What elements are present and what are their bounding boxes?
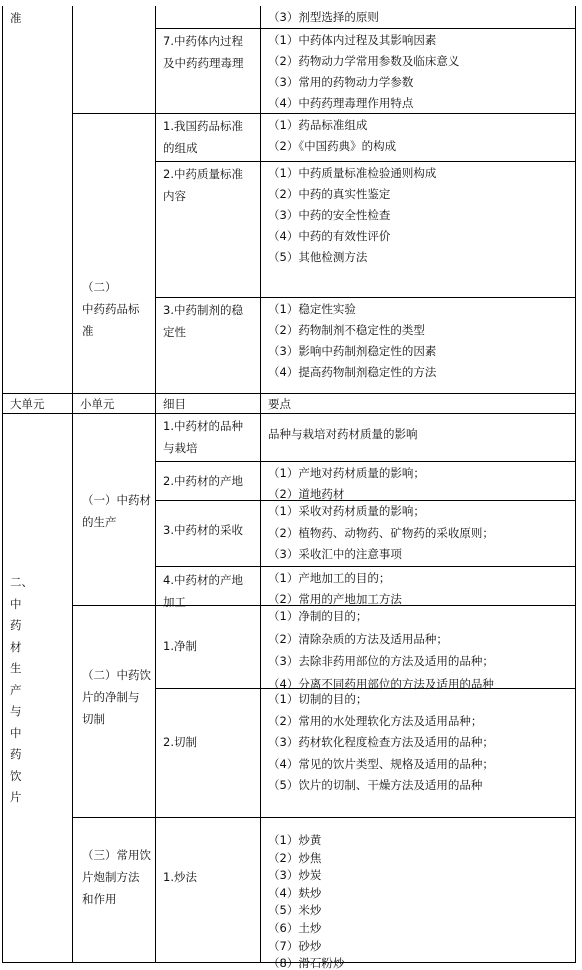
item-title: 及中药药理毒理 bbox=[163, 56, 244, 70]
point-text: （4）常见的饮片类型、规格及适用的品种； bbox=[268, 756, 494, 771]
table-rule bbox=[2, 413, 576, 414]
header-subunit: 小单元 bbox=[80, 397, 115, 411]
item-title: 1.炒法 bbox=[163, 870, 197, 884]
subunit-label: 片炮制方法 bbox=[82, 870, 140, 884]
point-text: （6）土炒 bbox=[268, 921, 322, 935]
item-title: 4.中药材的产地 bbox=[163, 573, 243, 587]
subunit-label: （二） bbox=[82, 280, 117, 294]
table-rule bbox=[2, 6, 3, 963]
table-rule bbox=[155, 461, 576, 462]
point-text: （8）滑石粉炒 bbox=[268, 956, 345, 970]
item-title: 内容 bbox=[163, 189, 186, 203]
header-point: 要点 bbox=[268, 397, 291, 411]
point-text: （3）去除非药用部位的方法及适用的品种； bbox=[268, 654, 494, 668]
point-text: （2）中药的真实性鉴定 bbox=[268, 187, 391, 201]
point-text: （4）麸炒 bbox=[268, 885, 322, 900]
table-rule bbox=[72, 817, 576, 818]
subunit-label: 和作用 bbox=[82, 892, 117, 906]
point-text: （1）净制的目的； bbox=[268, 609, 368, 623]
point-text: （1）采收对药材质量的影响； bbox=[268, 504, 425, 518]
point-text: （1）稳定性实验 bbox=[268, 302, 356, 316]
point-text: （2）炒焦 bbox=[268, 850, 322, 865]
item-title: 加工 bbox=[163, 595, 186, 609]
item-title: 定性 bbox=[163, 325, 186, 339]
table-rule bbox=[2, 393, 576, 394]
point-text: （2）常用的产地加工方法 bbox=[268, 592, 402, 606]
point-text: （3）炒炭 bbox=[268, 868, 322, 883]
unit-label: 二、 bbox=[10, 575, 33, 589]
unit-label: 药 bbox=[10, 618, 22, 632]
item-title: 2.切制 bbox=[163, 735, 197, 749]
table-rule bbox=[155, 500, 576, 501]
point-text: （1）产地加工的目的； bbox=[268, 571, 391, 585]
point-text: （2）药物动力学常用参数及临床意义 bbox=[268, 54, 460, 68]
table-rule bbox=[155, 566, 576, 567]
unit-label: 生 bbox=[10, 661, 22, 675]
table-rule bbox=[72, 113, 576, 114]
item-title: 2.中药材的产地 bbox=[163, 474, 243, 488]
table-rule bbox=[72, 6, 73, 963]
point-text: （1）中药体内过程及其影响因素 bbox=[268, 33, 437, 47]
point-text: （2）道地药材 bbox=[268, 487, 345, 501]
point-text: （1）炒黄 bbox=[268, 833, 322, 847]
table-rule bbox=[260, 6, 261, 963]
table-rule bbox=[575, 6, 576, 963]
point-text: （1）中药质量标准检验通则构成 bbox=[268, 166, 437, 180]
unit-label: 产 bbox=[10, 682, 22, 697]
item-title: 1.中药材的品种 bbox=[163, 419, 243, 433]
unit-label: 中 bbox=[10, 596, 22, 611]
point-text: （4）中药的有效性评价 bbox=[268, 229, 391, 243]
item-title: 3.中药制剂的稳 bbox=[163, 303, 243, 317]
unit-label: 中 bbox=[10, 725, 22, 740]
point-text: （2）常用的水处理软化方法及适用品种； bbox=[268, 713, 483, 728]
subunit-label: 中药药品标 bbox=[82, 302, 140, 316]
point-text: （4）提高药物制剂稳定性的方法 bbox=[268, 365, 437, 379]
point-text: （3）常用的药物动力学参数 bbox=[268, 75, 414, 89]
subunit-label: （三）常用饮 bbox=[82, 848, 151, 862]
point-text: （4）中药药理毒理作用特点 bbox=[268, 96, 414, 110]
header-item: 细目 bbox=[163, 397, 186, 411]
item-title: 3.中药材的采收 bbox=[163, 523, 243, 537]
subunit-label: （一）中药材 bbox=[82, 493, 151, 507]
header-unit: 大单元 bbox=[10, 397, 45, 411]
point-text: （1）产地对药材质量的影响； bbox=[268, 466, 425, 480]
table-rule bbox=[155, 28, 576, 29]
unit-label: 饮 bbox=[10, 768, 22, 783]
point-text: （2）药物制剂不稳定性的类型 bbox=[268, 323, 425, 337]
point-text: （2）《中国药典》的构成 bbox=[268, 139, 397, 153]
subunit-label: 的生产 bbox=[82, 515, 117, 529]
item-title: 与栽培 bbox=[163, 441, 198, 455]
point-text: （3）影响中药制剂稳定性的因素 bbox=[268, 344, 437, 358]
subunit-label: 切制 bbox=[82, 712, 105, 726]
item-title: 的组成 bbox=[163, 141, 198, 155]
point-text: （3）药材软化程度检查方法及适用的品种； bbox=[268, 735, 494, 749]
point-text: （7）砂炒 bbox=[268, 938, 322, 953]
point-text: 品种与栽培对药材质量的影响 bbox=[268, 427, 418, 441]
point-text: （3）剂型选择的原则 bbox=[268, 10, 379, 24]
table-rule bbox=[155, 161, 576, 162]
unit-label: 材 bbox=[10, 639, 22, 654]
table-rule bbox=[155, 297, 576, 298]
subunit-label: （二）中药饮 bbox=[82, 668, 151, 682]
item-title: 1.我国药品标准 bbox=[163, 119, 243, 133]
subunit-label: 准 bbox=[82, 324, 94, 338]
item-title: 1.净制 bbox=[163, 639, 197, 653]
unit-label: 片 bbox=[10, 790, 22, 804]
item-title: 2.中药质量标准 bbox=[163, 167, 243, 181]
point-text: （4）分离不同药用部位的方法及适用的品种 bbox=[268, 676, 494, 691]
point-text: （5）米炒 bbox=[268, 903, 322, 918]
point-text: （3）中药的安全性检查 bbox=[268, 208, 391, 222]
point-text: （2）清除杂质的方法及适用品种； bbox=[268, 631, 448, 646]
item-title: 7.中药体内过程 bbox=[163, 34, 243, 48]
subunit-label: 片的净制与 bbox=[82, 690, 140, 704]
point-text: （5）其他检测方法 bbox=[268, 250, 368, 264]
point-text: （3）采收汇中的注意事项 bbox=[268, 547, 402, 561]
table-rule bbox=[155, 6, 156, 963]
unit-label: 与 bbox=[10, 704, 22, 718]
point-text: （1）药品标准组成 bbox=[268, 118, 368, 132]
point-text: （2）植物药、动物药、矿物药的采收原则； bbox=[268, 525, 494, 540]
point-text: （1）切制的目的； bbox=[268, 692, 368, 706]
point-text: （5）饮片的切制、干燥方法及适用的品种 bbox=[268, 778, 483, 792]
unit-label: 药 bbox=[10, 747, 22, 761]
unit-cell-tail: 准 bbox=[10, 11, 22, 25]
